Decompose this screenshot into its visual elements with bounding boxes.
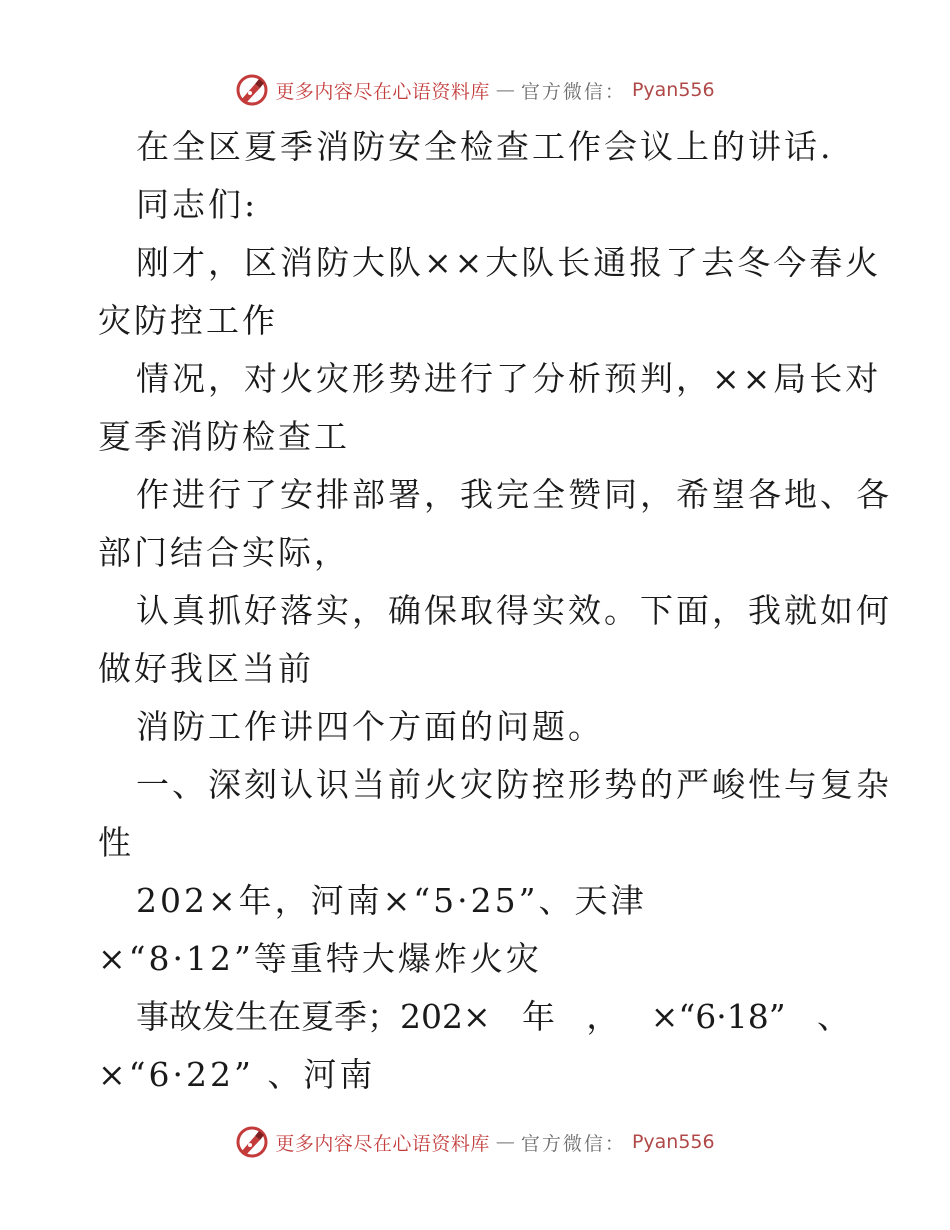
section-heading: 一、深刻认识当前火灾防控形势的严峻性与复杂 (136, 765, 892, 804)
salutation: 同志们: (136, 185, 259, 224)
header-banner (0, 70, 950, 110)
footer-wechat-id: Pyan556 (631, 1131, 715, 1153)
header-slogan: 更多内容尽在心语资料库 (275, 80, 490, 103)
paragraph-line: 202×年，河南×“5·25”、天津 (136, 881, 647, 920)
header-wechat-id: Pyan556 (631, 79, 715, 101)
footer-wechat-label: 官方微信： (520, 1132, 626, 1155)
text-segment: 、 (816, 997, 850, 1036)
paragraph-line: 做好我区当前 (98, 649, 314, 688)
paragraph-line: 作进行了安排部署，我完全赞同，希望各地、各 (136, 475, 892, 514)
footer-slogan: 更多内容尽在心语资料库 (275, 1132, 490, 1155)
pen-logo-icon (235, 73, 269, 107)
paragraph-line: ×“6·22” 、河南 (98, 1055, 376, 1094)
header-wechat-label: 官方微信： (520, 80, 626, 103)
paragraph-line: 消防工作讲四个方面的问题。 (136, 707, 604, 746)
paragraph-line: 认真抓好落实，确保取得实效。下面，我就如何 (136, 591, 892, 630)
section-heading-continued: 性 (98, 823, 134, 862)
text-segment: 事故发生在夏季；202× (136, 997, 491, 1036)
paragraph-line: ×“8·12”等重特大爆炸火灾 (98, 939, 542, 978)
text-segment: ×“6·18” (650, 997, 786, 1036)
paragraph-line-justified (98, 988, 858, 1046)
document-title: 在全区夏季消防安全检查工作会议上的讲话. (136, 127, 834, 166)
paragraph-line: 夏季消防检查工 (98, 417, 350, 456)
header-dash: — (495, 79, 515, 101)
paragraph-line: 部门结合实际， (98, 533, 350, 572)
text-segment: ， (586, 997, 620, 1036)
pen-logo-icon (235, 1125, 269, 1159)
paragraph-line: 灾防控工作 (98, 301, 278, 340)
footer-dash: — (495, 1131, 515, 1153)
paragraph-line: 情况，对火灾形势进行了分析预判，××局长对 (136, 359, 882, 398)
document-body (98, 118, 892, 1104)
text-segment: 年 (522, 997, 555, 1036)
footer-banner (0, 1122, 950, 1162)
paragraph-line: 刚才，区消防大队××大队长通报了去冬今春火 (136, 243, 882, 282)
